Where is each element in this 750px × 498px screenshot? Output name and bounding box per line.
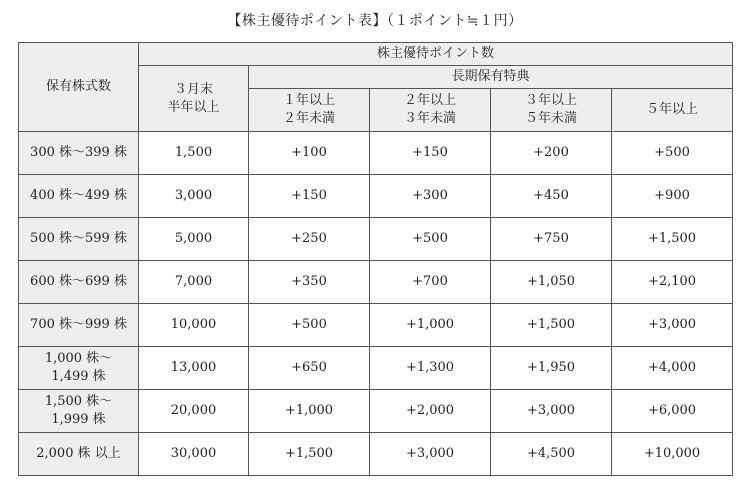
bonus-cell: +1,300 bbox=[370, 347, 491, 390]
header-base-line: 半年以上 bbox=[167, 99, 220, 115]
shares-line: 1,999 株 bbox=[51, 412, 106, 427]
header-long-term-3 bbox=[491, 89, 612, 132]
bonus-cell: +450 bbox=[491, 175, 612, 218]
bonus-cell: +500 bbox=[612, 132, 733, 175]
bonus-cell: +3,000 bbox=[491, 390, 612, 433]
shares-line: 1,499 株 bbox=[51, 369, 106, 384]
bonus-cell: +6,000 bbox=[612, 390, 733, 433]
bonus-cell: +1,050 bbox=[491, 261, 612, 304]
header-line: １年以上 bbox=[282, 93, 335, 108]
table-row bbox=[19, 261, 733, 304]
shareholder-points-table bbox=[18, 42, 733, 476]
base-points-cell: 10,000 bbox=[139, 304, 249, 347]
bonus-cell: +250 bbox=[249, 218, 370, 261]
bonus-cell: +750 bbox=[491, 218, 612, 261]
header-base bbox=[139, 66, 249, 132]
base-points-cell: 5,000 bbox=[139, 218, 249, 261]
bonus-cell: +300 bbox=[370, 175, 491, 218]
bonus-cell: +200 bbox=[491, 132, 612, 175]
base-points-cell: 3,000 bbox=[139, 175, 249, 218]
bonus-cell: +1,950 bbox=[491, 347, 612, 390]
shares-cell: 300 株～399 株 bbox=[19, 132, 139, 175]
bonus-cell: +2,100 bbox=[612, 261, 733, 304]
shares-line: 1,500 株～ bbox=[44, 394, 113, 409]
bonus-cell: +900 bbox=[612, 175, 733, 218]
shares-cell bbox=[19, 390, 139, 433]
bonus-cell: +100 bbox=[249, 132, 370, 175]
shares-cell: 2,000 株 以上 bbox=[19, 433, 139, 476]
shares-cell: 400 株～499 株 bbox=[19, 175, 139, 218]
bonus-cell: +1,500 bbox=[249, 433, 370, 476]
header-long-term-4 bbox=[612, 89, 733, 132]
header-base-line: ３月末 bbox=[173, 81, 213, 97]
header-long-term-2 bbox=[370, 89, 491, 132]
base-points-cell: 20,000 bbox=[139, 390, 249, 433]
header-points-group: 株主優待ポイント数 bbox=[139, 43, 733, 66]
shares-line: 1,000 株～ bbox=[44, 351, 113, 366]
header-line: ５年以上 bbox=[646, 102, 699, 117]
base-points-cell: 1,500 bbox=[139, 132, 249, 175]
bonus-cell: +3,000 bbox=[370, 433, 491, 476]
table-row bbox=[19, 304, 733, 347]
bonus-cell: +350 bbox=[249, 261, 370, 304]
header-line: ３年以上 bbox=[524, 93, 577, 108]
bonus-cell: +700 bbox=[370, 261, 491, 304]
header-line: ２年未満 bbox=[282, 111, 335, 126]
header-shares: 保有株式数 bbox=[19, 43, 139, 132]
bonus-cell: +10,000 bbox=[612, 433, 733, 476]
base-points-cell: 30,000 bbox=[139, 433, 249, 476]
bonus-cell: +1,000 bbox=[249, 390, 370, 433]
table-row bbox=[19, 218, 733, 261]
table-title: 【株主優待ポイント表】（１ポイント≒１円） bbox=[227, 13, 523, 29]
shares-cell: 700 株～999 株 bbox=[19, 304, 139, 347]
table-row bbox=[19, 175, 733, 218]
bonus-cell: +2,000 bbox=[370, 390, 491, 433]
bonus-cell: +1,500 bbox=[491, 304, 612, 347]
header-long-term-group: 長期保有特典 bbox=[249, 66, 733, 89]
table-row bbox=[19, 433, 733, 476]
bonus-cell: +3,000 bbox=[612, 304, 733, 347]
bonus-cell: +4,000 bbox=[612, 347, 733, 390]
header-line: ２年以上 bbox=[403, 93, 456, 108]
bonus-cell: +4,500 bbox=[491, 433, 612, 476]
bonus-cell: +1,500 bbox=[612, 218, 733, 261]
shares-cell: 600 株～699 株 bbox=[19, 261, 139, 304]
shares-cell: 500 株～599 株 bbox=[19, 218, 139, 261]
table-row bbox=[19, 347, 733, 390]
bonus-cell: +500 bbox=[370, 218, 491, 261]
header-line: ３年未満 bbox=[403, 111, 456, 126]
bonus-cell: +500 bbox=[249, 304, 370, 347]
bonus-cell: +1,000 bbox=[370, 304, 491, 347]
table-row bbox=[19, 390, 733, 433]
header-line: ５年未満 bbox=[524, 111, 577, 126]
bonus-cell: +150 bbox=[249, 175, 370, 218]
table-row bbox=[19, 132, 733, 175]
header-long-term-1 bbox=[249, 89, 370, 132]
base-points-cell: 13,000 bbox=[139, 347, 249, 390]
bonus-cell: +650 bbox=[249, 347, 370, 390]
base-points-cell: 7,000 bbox=[139, 261, 249, 304]
bonus-cell: +150 bbox=[370, 132, 491, 175]
shares-cell bbox=[19, 347, 139, 390]
